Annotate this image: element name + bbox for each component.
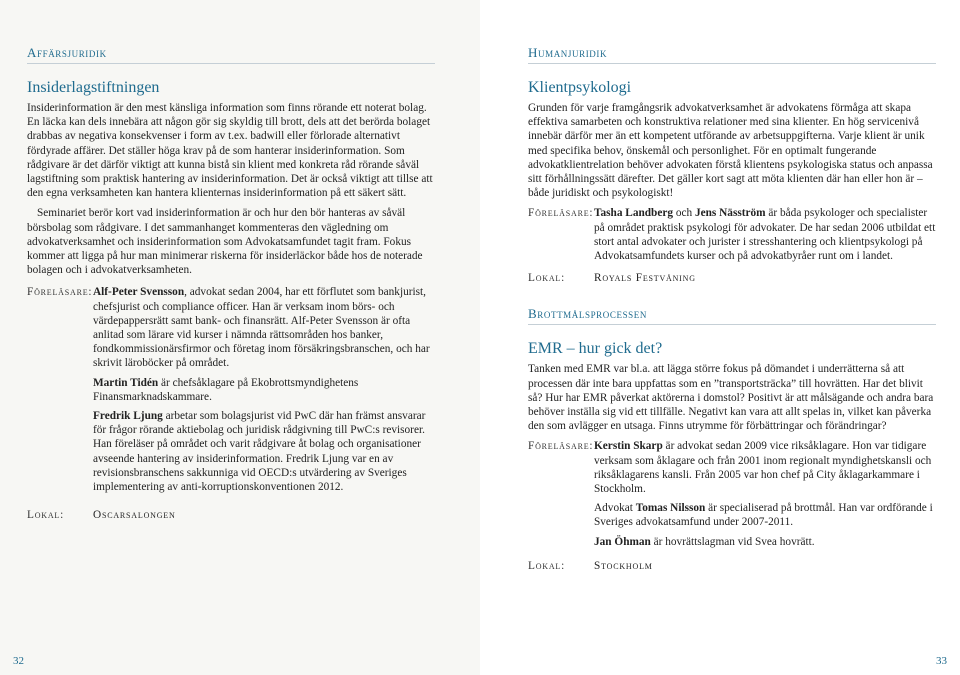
article-title-insider: Insiderlagstiftningen — [27, 79, 160, 96]
speaker-label: Föreläsare: — [27, 286, 93, 299]
venue-label: Lokal: — [27, 509, 65, 522]
page-number-left: 32 — [13, 655, 24, 667]
section-heading-humanjuridik: Humanjuridik — [528, 46, 936, 64]
speaker-bio: Advokat Tomas Nilsson är specialiserad på brottmål. Han var ordförande i Sveriges advokatsamfund under 2007-2011. — [594, 502, 933, 529]
speaker-block — [27, 285, 435, 494]
venue-block — [528, 271, 936, 285]
venue-label: Lokal: — [528, 559, 566, 572]
paragraph-insider-seminar: Seminariet berör kort vad insiderinformation är och hur den bör hanteras av såväl börsbolag som rådgivare. I det sammanhanget kommenteras den vägledning om advokatverksamhet och insiderinformation som Advokatsamfundet tagit fram. Fokus kommer att ligga på hur man minimerar riskerna för insiderläckor både hos de noterade bolagen och i advokatverksamheten. — [27, 207, 423, 277]
speaker-name: Jens Näsström — [694, 207, 766, 220]
speaker-name: Kerstin Skarp — [594, 440, 663, 453]
speaker-name: Alf-Peter Svensson — [93, 286, 185, 299]
speaker-label: Föreläsare: — [528, 207, 594, 220]
speaker-bio: Martin Tidén är chefsåklagare på Ekobrottsmyndighetens Finansmarknadskammare. — [93, 376, 359, 403]
speaker-name: Tomas Nilsson — [635, 502, 706, 515]
speaker-bio: Tasha Landberg och Jens Näsström är båda psykologer och specialister på området praktisk psykologi för advokater. De har sedan 2006 utbildat ett stort antal advokater och jurister i stresshantering och klientpsykologi på Advokatsamfundets kurser och på advokatbyråer runt om i landet. — [594, 207, 936, 263]
speaker-bio: Alf-Peter Svensson, advokat sedan 2004, har ett förflutet som bankjurist, chefsjurist och compliance officer. Han är verksam inom börs- och värdepappersrätt samt bank- och finansrätt. Alf-Peter Svensson är ofta anlitad som lärare vid kurser i nämnda rättsområden hos banker, fondkommissionärsfirmor och företag inom försäkringsbranschen, och har skrivit läroböcker på området. — [93, 286, 430, 370]
paragraph-insider-intro: Insiderinformation är den mest känsliga information som finns rörande ett noterat bolag. En läcka kan dels innebära att någon gör sig skyldig till brott, dels att det berörda bolaget drabbas av negativa konsekvenser i form av t.ex. badwill eller förlorade alternativt fördyrade affärer. Det ställer höga krav på de som hanterar insiderinformation. Som rådgivare är det därför viktigt att kunna bistå sin klient med konkreta råd rörande såväl lagstiftning som praktisk hantering av insiderinformation. Det är också viktigt att tillse att den egna verksamheten kan hantera klienternas insiderinformation på ett säkert sätt. — [27, 102, 433, 200]
venue-block — [528, 559, 936, 573]
paragraph-emr: Tanken med EMR var bl.a. att lägga större fokus på dömandet i underrätterna så att processen där inte bara uppfattas som en ”transportsträcka” till hovrätten. Har det blivit så? Hur har EMR påverkat aktörerna i domstol? Positivt är att målsägande och andra bara behöver inställa sig vid ett tillfälle. Negativt kan vara att allt spelas in, vilket kan påverka den som avlägger en utsaga. Finns utrymme för förbättringar och förändringar? — [528, 363, 934, 433]
venue-block — [27, 508, 435, 522]
speaker-block — [528, 206, 936, 263]
speaker-block — [528, 439, 936, 548]
speaker-name: Jan Öhman — [594, 535, 651, 548]
venue-name: Royals Festvåning — [594, 272, 696, 285]
speaker-bio: Jan Öhman är hovrättslagman vid Svea hovrätt. — [594, 535, 815, 548]
speaker-label: Föreläsare: — [528, 440, 594, 453]
left-column — [27, 46, 435, 522]
speaker-name: Martin Tidén — [93, 376, 159, 389]
speaker-name: Tasha Landberg — [594, 207, 674, 220]
venue-name: Oscarsalongen — [93, 509, 176, 522]
speaker-bio: Kerstin Skarp är advokat sedan 2009 vice riksåklagare. Hon var tidigare verksam som åklagare och från 2001 inom regionalt myndighetskansli och riksåklagarens kansli. Från 2005 var hon chef på City åklagarkammare i Stockholm. — [594, 440, 932, 496]
venue-name: Stockholm — [594, 559, 653, 572]
paragraph-klientpsykologi: Grunden för varje framgångsrik advokatverksamhet är advokatens förmåga att skapa effektiva samarbeten och konstruktiva relationer med sina klienter. En hög servicenivå innebär därför mer än ett kompetent utförande av arbetsuppgifterna. Varje klient är unik med specifika behov, önskemål och personlighet. För en optimalt fungerande advokatklientrelation behöver advokaten förstå klientens psykologiska status och anpassa sitt förhållningssätt därefter. Det gäller kort sagt att möta klienten där han eller hon är – både juridiskt och psykologiskt! — [528, 102, 933, 200]
article-title-klientpsykologi: Klientpsykologi — [528, 79, 632, 96]
page-number-right: 33 — [936, 655, 947, 667]
article-title-emr: EMR – hur gick det? — [528, 340, 663, 358]
venue-label: Lokal: — [528, 272, 566, 285]
section-heading-affarsjuridik: Affärsjuridik — [27, 46, 435, 64]
right-column — [528, 46, 936, 573]
section-heading-brottmalsprocessen: Brottmålsprocessen — [528, 307, 936, 325]
speaker-name: Fredrik Ljung — [93, 410, 163, 423]
speaker-bio: Fredrik Ljung arbetar som bolagsjurist vid PwC där han främst ansvarar för frågor rörande aktiebolag och juridisk rådgivning till PwC:s revisorer. Han föreläser på området och varit rådgivare åt bolag och organisationer avseende hantering av insiderinformation. Fredrik Ljung var en av revisionsbranschens sakkunniga vid OECD:s utvärdering av Sveriges implementering av anti-korruptionskonventionen 2012. — [93, 410, 426, 494]
